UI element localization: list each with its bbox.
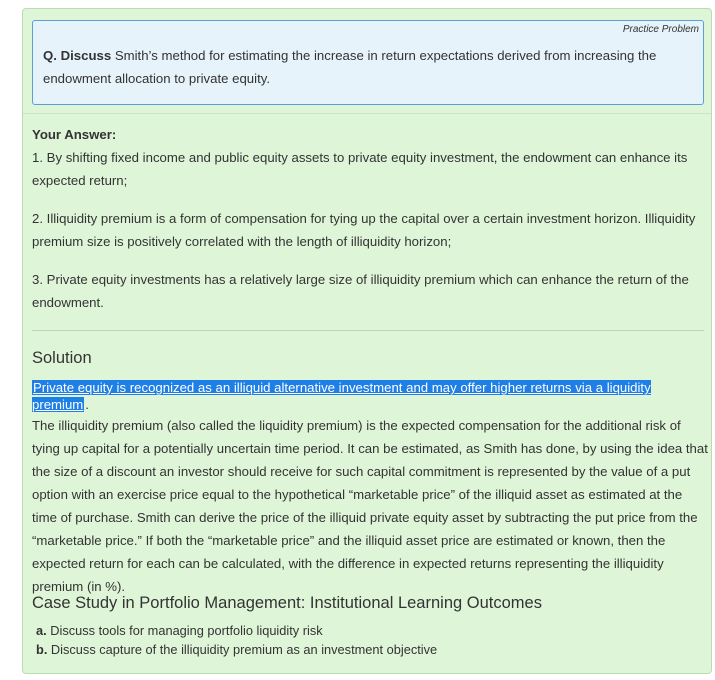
solution-title: Solution (32, 349, 92, 367)
highlighted-text[interactable]: Private equity is recognized as an illiquid alternative investment and may offer higher returns via a liquidity premium (32, 380, 651, 412)
practice-problem-tag: Practice Problem (622, 24, 699, 35)
learning-outcomes (36, 621, 437, 659)
your-answer-section (32, 123, 700, 329)
answer-item: 1. By shifting fixed income and public equity assets to private equity investment, the endowment can enhance its expected return; (32, 150, 688, 188)
outcome-item (36, 640, 437, 659)
question-box (32, 20, 704, 105)
answer-item: 2. Illiquidity premium is a form of compensation for tying up the capital over a certain investment horizon. Illiquidity premium size is positively correlated with the length of illiquidity horizon; (32, 211, 696, 249)
question-body: Smith’s method for estimating the increase in return expectations derived from increasing the endowment allocation to private equity. (43, 48, 657, 86)
answer-solution-divider (32, 330, 704, 331)
solution-body: The illiquidity premium (also called the liquidity premium) is the expected compensation for the additional risk of tying up capital for a potentially uncertain time period. It can be estimated, as Smith has done, by using the idea that the size of a discount an investor should receive for such capital commitment is represented by the value of a put option with an exercise price equal to the hypothetical “marketable price” of the illiquid asset as estimated at the time of purchase. Smith can derive the price of the illiquid private equity asset by subtracting the put price from the “marketable price.” If both the “marketable price” and the illiquid asset price are estimated or known, then the expected return for each can be calculated, with the difference in expected returns representing the illiquidity premium (in %). (32, 418, 708, 594)
outcome-label: b. (36, 642, 48, 657)
solution-highlight[interactable] (32, 379, 711, 413)
case-study-title: Case Study in Portfolio Management: Institutional Learning Outcomes (32, 594, 542, 612)
question-text (43, 44, 693, 90)
practice-problem-panel (22, 8, 712, 674)
highlight-tail: . (85, 397, 89, 412)
answer-item: 3. Private equity investments has a relatively large size of illiquidity premium which can enhance the return of the endowment. (32, 272, 689, 310)
section-divider (23, 113, 711, 114)
your-answer-title: Your Answer: (32, 127, 117, 142)
question-label: Q. Discuss (43, 48, 112, 63)
outcome-item (36, 621, 437, 640)
outcome-label: a. (36, 623, 47, 638)
outcome-text: Discuss tools for managing portfolio liquidity risk (46, 623, 323, 638)
outcome-text: Discuss capture of the illiquidity premium as an investment objective (47, 642, 438, 657)
